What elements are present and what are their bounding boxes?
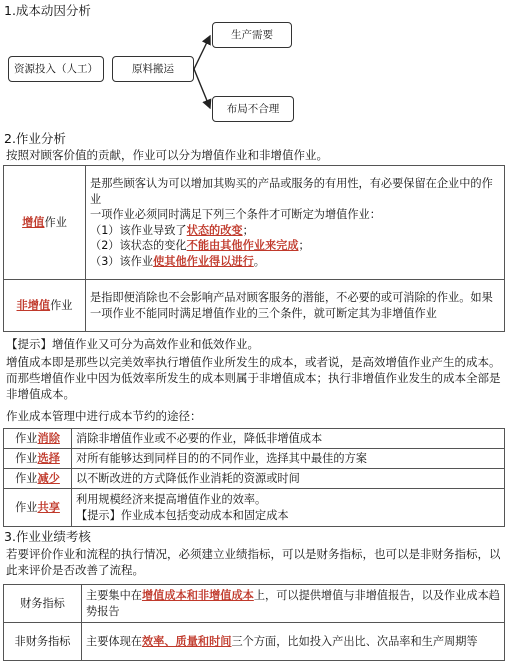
path-sharing-label: [4, 489, 72, 527]
node-material-handling-label: 原料搬运: [132, 63, 174, 75]
table-row: [4, 166, 505, 280]
section1-title: 1.成本动因分析: [4, 3, 91, 18]
path-selection-prefix: 作业: [15, 451, 38, 465]
condition-3-pre: （3）该作业: [90, 254, 154, 268]
table-row: [4, 449, 505, 469]
value-added-conditions-intro: 一项作业必须同时满足下列三个条件才可断定为增值作业：: [90, 208, 381, 221]
cost-saving-paths-title: 作业成本管理中进行成本节约的途径：: [6, 409, 202, 423]
path-sharing-em: 共享: [37, 500, 60, 514]
path-reduction-label: [4, 469, 72, 489]
condition-3-post: 。: [253, 254, 265, 268]
condition-2: [90, 238, 500, 254]
condition-2-em: 不能由其他作业来完成: [186, 239, 299, 252]
section3-intro: 若要评价作业和流程的执行情况，必须建立业绩指标，可以是财务指标，也可以是非财务指标，以此来评价是否改善了流程。: [6, 547, 501, 577]
path-elimination-prefix: 作业: [15, 431, 38, 445]
condition-1-em: 状态的改变: [186, 223, 243, 237]
path-reduction-desc: 以不断改进的方式降低作业消耗的资源或时间: [72, 469, 505, 489]
non-value-added-label-rest: 作业: [50, 298, 73, 312]
path-elimination-label: [4, 429, 72, 449]
condition-1-post: ；: [242, 223, 254, 237]
condition-2-post: ；: [298, 239, 310, 252]
table-row: [4, 585, 505, 623]
section3-title: 3.作业业绩考核: [4, 529, 91, 544]
path-reduction-prefix: 作业: [15, 471, 38, 485]
section2-cost-paragraph: 增值成本即是那些以完美效率执行增值作业所发生的成本，或者说，是高效增值作业产生的成本。而那些增值作业中因为低效率所发生的成本则属于非增值成本；执行非增值作业发生的成本全部是非增值成本。: [6, 355, 501, 401]
cause-arrows: [0, 0, 508, 130]
path-selection-label: [4, 449, 72, 469]
nonfinancial-pre: 主要体现在: [86, 634, 142, 648]
value-added-label: [4, 166, 86, 280]
non-value-added-label-em: 非增值: [16, 298, 51, 312]
arrow-to-production-need: [194, 36, 210, 69]
path-reduction-em: 减少: [37, 471, 60, 485]
nonfinancial-indicator-desc: [82, 623, 505, 661]
nonfinancial-em: 效率、质量和时间: [141, 634, 232, 648]
value-added-definition: 是那些顾客认为可以增加其购买的产品或服务的有用性，有必要保留在企业中的作业: [90, 177, 493, 206]
arrow-to-poor-layout: [194, 69, 210, 108]
table-row: [4, 280, 505, 332]
financial-em: 增值成本和非增值成本: [141, 589, 254, 602]
path-sharing-text: 利用规模经济来提高增值作业的效率。: [76, 493, 267, 506]
condition-3: [90, 254, 500, 270]
value-added-desc: [86, 166, 505, 280]
financial-post: 上，可以提供增值与非增值报告，以及作业成本趋势报告: [86, 589, 500, 618]
path-elimination-desc: 消除非增值作业或不必要的作业，降低非增值成本: [72, 429, 505, 449]
path-selection-em: 选择: [37, 451, 60, 465]
table-row: [4, 489, 505, 527]
path-sharing-desc: [72, 489, 505, 527]
path-elimination-em: 消除: [37, 431, 60, 445]
section2-title: 2.作业分析: [4, 131, 66, 146]
table-row: [4, 469, 505, 489]
performance-indicator-table: [3, 584, 505, 661]
section2-intro: 按照对顾客价值的贡献，作业可以分为增值作业和非增值作业。: [6, 148, 328, 162]
cost-saving-table: [3, 428, 505, 527]
value-added-label-rest: 作业: [44, 215, 67, 229]
node-production-need-label: 生产需要: [231, 29, 273, 41]
non-value-added-label: [4, 280, 86, 332]
condition-3-em: 使其他作业得以进行: [153, 254, 254, 268]
table-row: [4, 429, 505, 449]
non-value-added-desc: 是指即便消除也不会影响产品对顾客服务的潜能，不必要的或可消除的作业。如果一项作业不能同时满足增值作业的三个条件，就可断定其为非增值作业: [86, 280, 505, 332]
condition-2-pre: （2）该状态的变化: [90, 239, 187, 252]
nonfinancial-indicator-label: 非财务指标: [4, 623, 82, 661]
nonfinancial-post: 三个方面，比如投入产出比、次品率和生产周期等: [231, 634, 478, 648]
financial-indicator-desc: [82, 585, 505, 623]
path-selection-desc: 对所有能够达到同样目的的不同作业，选择其中最佳的方案: [72, 449, 505, 469]
value-added-label-em: 增值: [22, 215, 45, 229]
node-resource-input-label: 资源投入（人工）: [14, 63, 98, 75]
node-poor-layout-label: 布局不合理: [226, 103, 280, 115]
financial-indicator-label: 财务指标: [4, 585, 82, 623]
path-sharing-tip: 【提示】作业成本包括变动成本和固定成本: [76, 508, 289, 522]
activity-type-table: [3, 165, 505, 332]
condition-1-pre: （1）该作业导致了: [90, 223, 187, 237]
financial-pre: 主要集中在: [86, 589, 142, 602]
condition-1: [90, 223, 500, 239]
path-sharing-prefix: 作业: [15, 500, 38, 514]
section2-tip: 【提示】增值作业又可分为高效作业和低效作业。: [6, 337, 259, 351]
table-row: [4, 623, 505, 661]
